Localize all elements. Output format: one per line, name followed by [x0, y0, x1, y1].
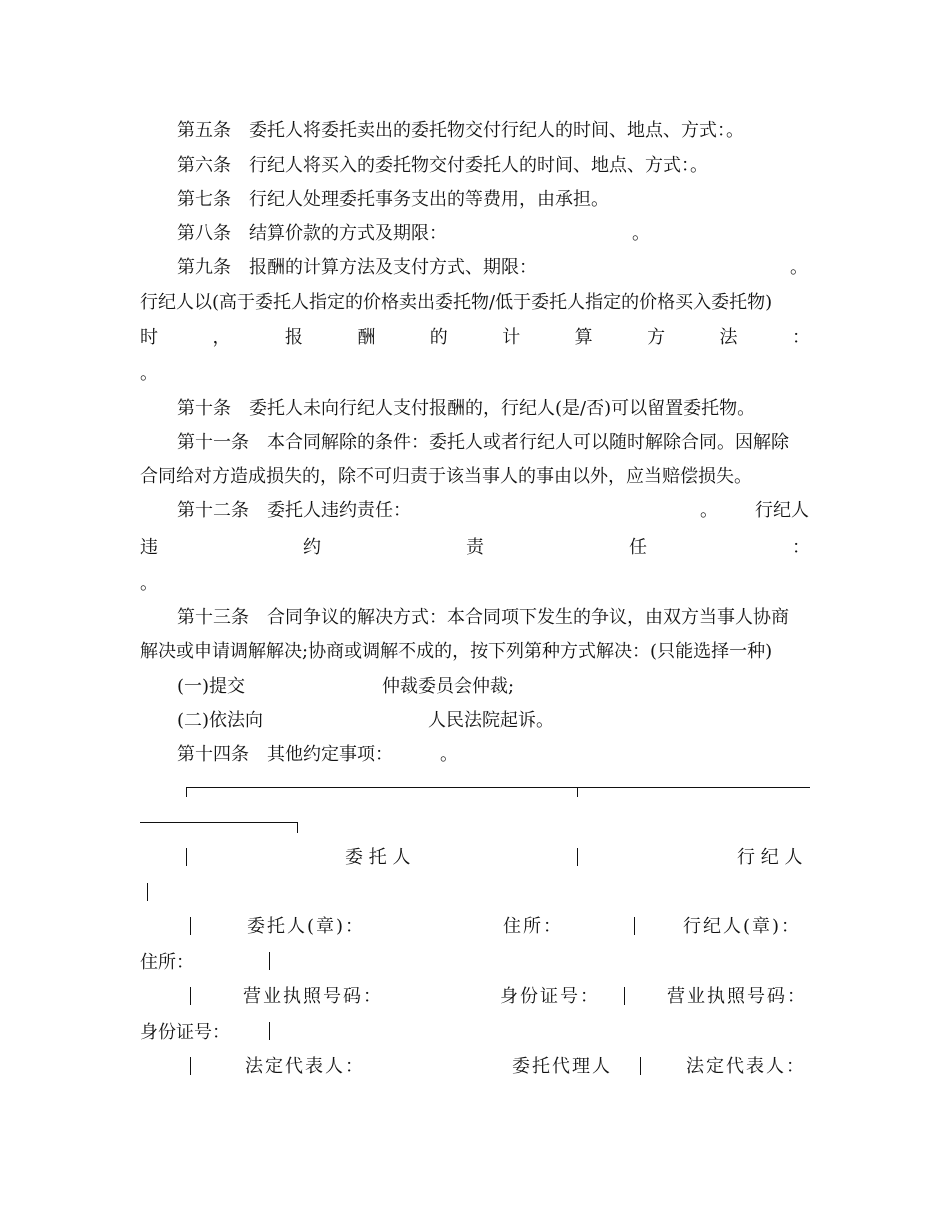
article-8-text: 第八条 结算价款的方式及期限：: [177, 223, 447, 244]
article-7: 第七条 行纪人处理委托事务支出的等费用，由承担。: [177, 189, 609, 210]
article-13-line1: 第十三条 合同争议的解决方式：本合同项下发生的争议，由双方当事人协商: [177, 607, 789, 628]
char: 时: [140, 327, 158, 348]
table-border-wrap: [140, 822, 298, 823]
table-divider: [577, 848, 578, 866]
option-2-text: 人民法院起诉。: [428, 710, 554, 731]
article-14-end: 。: [440, 744, 458, 765]
table-corner-tick: [297, 822, 298, 833]
char: 方: [647, 327, 666, 348]
article-9-line2: 行纪人以(高于委托人指定的价格卖出委托物/低于委托人指定的价格买入委托物): [140, 292, 773, 313]
broker-seal-label: 行纪人(章)：: [683, 916, 802, 937]
char: ：: [792, 537, 810, 558]
char: 责: [466, 537, 484, 558]
table-divider: [190, 917, 191, 935]
article-5: 第五条 委托人将委托卖出的委托物交付行纪人的时间、地点、方式：。: [177, 120, 744, 141]
table-divider: [190, 987, 191, 1005]
table-top-border: [186, 787, 810, 788]
table-divider: [640, 1057, 641, 1075]
table-divider: [190, 1057, 191, 1075]
article-9-end: 。: [790, 257, 808, 278]
principal-seal-label: 委托人(章)：: [247, 916, 366, 937]
table-divider: [186, 848, 187, 866]
table-divider: [269, 1022, 270, 1040]
broker-id-label: 身份证号：: [140, 1022, 230, 1043]
header-principal: 委 托 人: [345, 847, 411, 868]
option-2-label: (二)依法向: [177, 710, 264, 731]
article-12-agent: 行纪人: [755, 500, 809, 521]
broker-address-label: 住所：: [140, 952, 194, 973]
principal-rep-label: 法定代表人：: [245, 1056, 365, 1077]
broker-license-label: 营业执照号码：: [667, 986, 807, 1007]
char: 酬: [357, 327, 376, 348]
char: ，: [212, 327, 231, 348]
table-mid-tick: [577, 787, 578, 797]
char: 任: [629, 537, 647, 558]
article-9-line3: [140, 327, 810, 349]
table-corner-tick: [186, 787, 187, 797]
article-14-text: 第十四条 其他约定事项：: [177, 744, 393, 765]
char: 违: [140, 537, 158, 558]
article-11-line1: 第十一条 本合同解除的条件：委托人或者行纪人可以随时解除合同。因解除: [177, 432, 789, 453]
header-broker: 行 纪 人: [737, 847, 803, 868]
principal-agent-label: 委托代理人: [512, 1056, 612, 1077]
option-1-text: 仲裁委员会仲裁;: [382, 676, 515, 697]
article-12-text: 第十二条 委托人违约责任：: [177, 500, 411, 521]
article-13-line2: 解决或申请调解解决;协商或调解不成的，按下列第种方式解决：(只能选择一种): [140, 641, 773, 662]
article-8-end: 。: [632, 223, 650, 244]
article-6: 第六条 行纪人将买入的委托物交付委托人的时间、地点、方式：。: [177, 155, 708, 176]
table-divider: [147, 883, 148, 901]
char: 约: [303, 537, 321, 558]
principal-license-label: 营业执照号码：: [243, 986, 383, 1007]
char: 的: [429, 327, 448, 348]
table-divider: [269, 952, 270, 970]
article-11-line2: 合同给对方造成损失的，除不可归责于该当事人的事由以外，应当赔偿损失。: [140, 466, 752, 487]
char: ：: [791, 327, 810, 348]
char: 计: [502, 327, 521, 348]
principal-address-label: 住所：: [503, 916, 563, 937]
char: 算: [574, 327, 593, 348]
article-12-end: 。: [700, 500, 718, 521]
article-12-line3: 。: [140, 573, 158, 594]
article-12-line2: [140, 537, 810, 559]
principal-id-label: 身份证号：: [500, 986, 600, 1007]
article-10: 第十条 委托人未向行纪人支付报酬的，行纪人(是/否)可以留置委托物。: [177, 398, 756, 419]
article-9-text: 第九条 报酬的计算方法及支付方式、期限：: [177, 257, 537, 278]
broker-rep-label: 法定代表人：: [686, 1056, 806, 1077]
char: 报: [284, 327, 303, 348]
table-divider: [634, 917, 635, 935]
article-9-line4: 。: [140, 363, 158, 384]
table-divider: [624, 987, 625, 1005]
option-1-label: (一)提交: [177, 676, 246, 697]
char: 法: [719, 327, 738, 348]
